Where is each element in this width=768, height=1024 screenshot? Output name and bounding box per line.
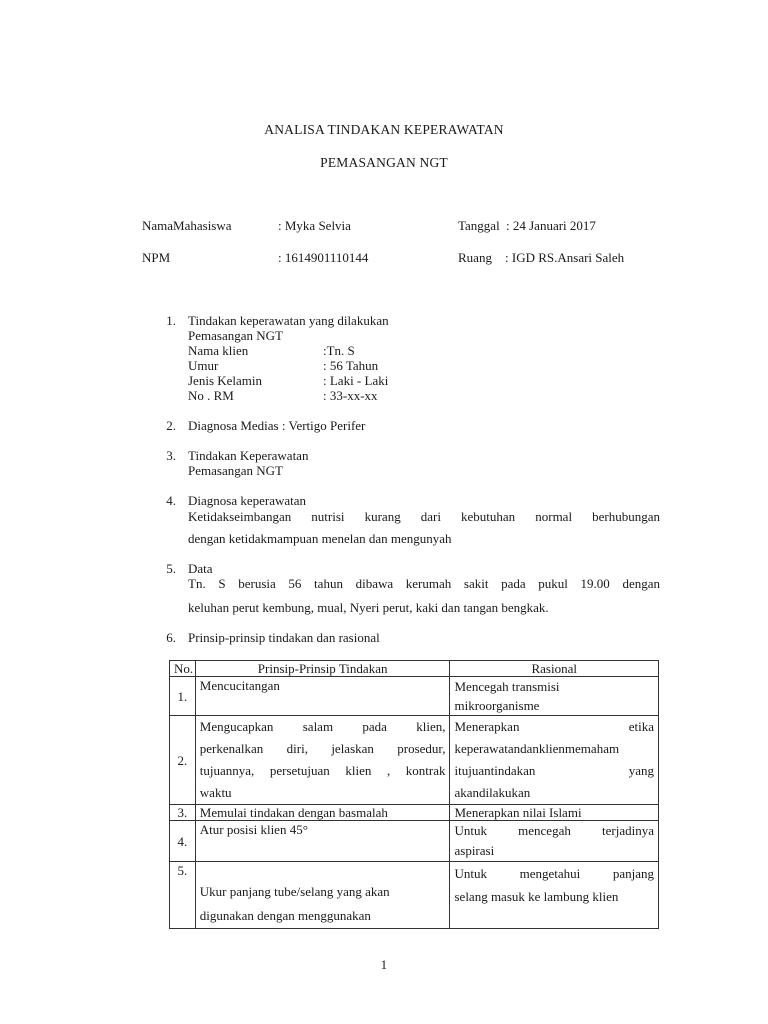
- table-row: [170, 805, 659, 821]
- row-2-principle-line: perkenalkan diri, jelaskan prosedur,: [199, 741, 446, 756]
- section-2-number: 2.: [166, 418, 176, 433]
- section-3-heading: Tindakan Keperawatan: [188, 448, 309, 463]
- student-name-value: : Myka Selvia: [278, 218, 351, 233]
- section-6-text: Prinsip-prinsip tindakan dan rasional: [188, 630, 380, 645]
- patient-age-value: : 56 Tahun: [323, 358, 379, 373]
- patient-gender-label: Jenis Kelamin: [188, 373, 263, 388]
- row-1-no: 1.: [170, 677, 196, 716]
- section-4-heading: Diagnosa keperawatan: [188, 493, 307, 508]
- row-1-rationale-line: Mencegah transmisi: [454, 679, 560, 694]
- patient-gender-value: : Laki - Laki: [323, 373, 389, 388]
- row-3-rationale-line: Menerapkan nilai Islami: [454, 805, 582, 820]
- patient-rm-label: No . RM: [188, 388, 234, 403]
- npm-label: NPM: [142, 250, 171, 265]
- section-1-heading: Tindakan keperawatan yang dilakukan: [188, 313, 389, 328]
- patient-age-label: Umur: [188, 358, 219, 373]
- section-4-number: 4.: [166, 493, 176, 508]
- document-subtitle: PEMASANGAN NGT: [320, 155, 448, 170]
- row-1-rationale-line: mikroorganisme: [454, 698, 540, 713]
- table-header-rationale: Rasional: [450, 661, 659, 677]
- section-6-number: 6.: [166, 630, 176, 645]
- section-3-number: 3.: [166, 448, 176, 463]
- row-3-principle: [195, 805, 450, 821]
- row-1-rationale: [450, 677, 659, 716]
- row-4-rationale-line: Untuk mencegah terjadinya: [454, 823, 654, 838]
- table-row: [170, 862, 659, 929]
- section-1-number: 1.: [166, 313, 176, 328]
- principles-table: [169, 660, 659, 929]
- row-1-principle-line: Mencucitangan: [199, 678, 280, 693]
- row-2-principle: [195, 716, 450, 805]
- row-2-rationale-line: akandilakukan: [454, 785, 531, 800]
- row-4-no: 4.: [170, 821, 196, 862]
- page-number: 1: [380, 957, 388, 972]
- row-2-no: 2.: [170, 716, 196, 805]
- table-header-row: [170, 661, 659, 677]
- table-row: [170, 677, 659, 716]
- row-2-principle-line: waktu: [199, 785, 232, 800]
- section-5-heading: Data: [188, 561, 213, 576]
- row-1-principle: [195, 677, 450, 716]
- section-4-line-1: Ketidakseimbangan nutrisi kurang dari kebutuhan normal berhubungan: [188, 509, 660, 524]
- patient-rm-value: : 33-xx-xx: [323, 388, 378, 403]
- row-5-rationale-line: Untuk mengetahui panjang: [454, 866, 654, 881]
- room-value: : IGD RS.Ansari Saleh: [505, 250, 625, 265]
- row-3-rationale: [450, 805, 659, 821]
- date-label: Tanggal: [458, 218, 500, 233]
- document-title: ANALISA TINDAKAN KEPERAWATAN: [264, 122, 504, 137]
- npm-value: : 1614901110144: [278, 250, 369, 265]
- row-4-rationale: [450, 821, 659, 862]
- section-2-text: Diagnosa Medias : Vertigo Perifer: [188, 418, 366, 433]
- row-2-principle-line: Mengucapkan salam pada klien,: [199, 719, 446, 734]
- row-2-rationale: [450, 716, 659, 805]
- patient-name-label: Nama klien: [188, 343, 249, 358]
- section-1-sub: Pemasangan NGT: [188, 328, 283, 343]
- row-2-rationale-line: keperawatandanklienmemaham: [454, 741, 620, 756]
- date-value: : 24 Januari 2017: [506, 218, 596, 233]
- row-5-no: 5.: [170, 862, 196, 929]
- row-3-principle-line: Memulai tindakan dengan basmalah: [199, 805, 388, 820]
- row-5-principle-line: digunakan dengan menggunakan: [199, 908, 371, 923]
- table-row: [170, 821, 659, 862]
- row-5-rationale-line: selang masuk ke lambung klien: [454, 889, 619, 904]
- room-label: Ruang: [458, 250, 492, 265]
- table-header-principle: Prinsip-Prinsip Tindakan: [195, 661, 450, 677]
- row-3-no: 3.: [170, 805, 196, 821]
- table-header-no: No.: [170, 661, 196, 677]
- row-4-rationale-line: aspirasi: [454, 843, 495, 858]
- student-name-label: NamaMahasiswa: [142, 218, 232, 233]
- section-4-line-2: dengan ketidakmampuan menelan dan mengunyah: [188, 531, 452, 546]
- row-4-principle: [195, 821, 450, 862]
- row-4-principle-line: Atur posisi klien 45°: [199, 822, 308, 837]
- row-2-principle-line: tujuannya, persetujuan klien , kontrak: [199, 763, 446, 778]
- row-2-rationale-line: itujuantindakan yang: [454, 763, 654, 778]
- section-5-line-1: Tn. S berusia 56 tahun dibawa kerumah sakit pada pukul 19.00 dengan: [188, 576, 660, 591]
- row-2-rationale-line: Menerapkan etika: [454, 719, 654, 734]
- row-5-principle-line: Ukur panjang tube/selang yang akan: [199, 884, 390, 899]
- row-5-principle: [195, 862, 450, 929]
- row-5-rationale: [450, 862, 659, 929]
- patient-name-value: :Tn. S: [323, 343, 355, 358]
- section-5-line-2: keluhan perut kembung, mual, Nyeri perut, kaki dan tangan bengkak.: [188, 600, 549, 615]
- section-5-number: 5.: [166, 561, 176, 576]
- table-row: [170, 716, 659, 805]
- section-3-sub: Pemasangan NGT: [188, 463, 283, 478]
